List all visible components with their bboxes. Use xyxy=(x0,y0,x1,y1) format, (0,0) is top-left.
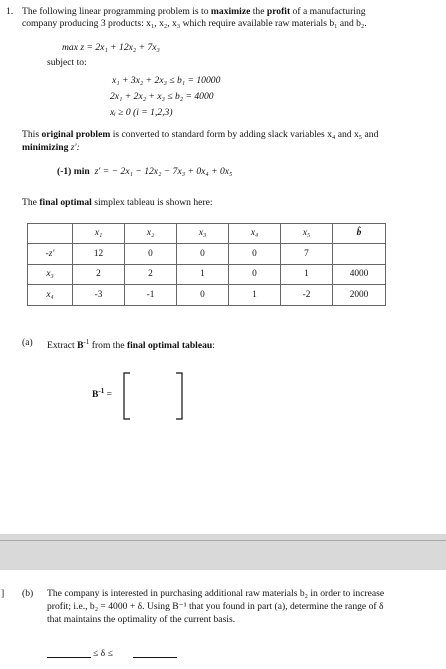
tableau-cell: 0 xyxy=(177,285,229,306)
part-b-line-2: profit; i.e., b₂ = 4000 + δ. Using B⁻¹ that you found in part (a), determine the range of δ xyxy=(47,601,384,612)
subject-to-label: subject to: xyxy=(47,57,87,68)
constraint-1: x₁ + 3x₂ + 2x₃ ≤ b₁ = 10000 xyxy=(112,75,221,86)
tableau-cell: 0 xyxy=(125,243,177,264)
tableau-header-row xyxy=(28,224,386,244)
tableau-cell: -1 xyxy=(125,285,177,306)
part-a-question: Extract $B^{-1}$ from the final optimal tableau: xyxy=(47,338,215,352)
tableau-cell: 4000 xyxy=(333,264,386,285)
margin-bracket: ] xyxy=(1,588,5,599)
conversion-line-2: minimizing z′: xyxy=(22,142,80,153)
part-b-line-3: that maintains the optimality of the current basis. xyxy=(47,614,236,625)
tableau-header-cell: x₅ xyxy=(281,224,333,244)
tableau-header-cell: x₄ xyxy=(229,224,281,244)
tableau-cell: 12 xyxy=(73,243,125,264)
simplex-tableau xyxy=(27,223,386,306)
tableau-cell: 1 xyxy=(177,264,229,285)
part-a-label: (a) xyxy=(22,337,33,348)
delta-range: ≤ δ ≤ xyxy=(93,648,113,659)
b-inverse-label: $B^{-1}$ = xyxy=(92,387,113,401)
tableau-cell: 0 xyxy=(229,264,281,285)
tableau-header-cell: x₃ xyxy=(177,224,229,244)
intro-line-1: The following linear programming problem is to maximize the profit of a manufacturing xyxy=(22,6,366,17)
page-divider xyxy=(0,534,446,570)
tableau-header-cell: x₂ xyxy=(125,224,177,244)
tableau-cell: 7 xyxy=(281,243,333,264)
tableau-row xyxy=(28,243,386,264)
delta-lower-blank[interactable] xyxy=(47,657,91,658)
empty-matrix-brackets xyxy=(116,371,188,421)
constraint-nonnegativity: xᵢ ≥ 0 (i = 1,2,3) xyxy=(110,107,173,118)
problem-number: 1. xyxy=(6,6,14,17)
part-b-line-1: The company is interested in purchasing additional raw materials b₂ in order to increase xyxy=(47,588,385,599)
constraint-2: 2x₁ + 2x₂ + x₃ ≤ b₂ = 4000 xyxy=(110,91,214,102)
tableau-cell: 2 xyxy=(125,264,177,285)
tableau-cell: 1 xyxy=(229,285,281,306)
objective-function: max z = 2x₁ + 12x₂ + 7x₃ xyxy=(62,42,160,53)
final-tableau-caption: The final optimal simplex tableau is shown here: xyxy=(22,197,213,208)
tableau-cell: -z′ xyxy=(28,243,73,264)
tableau-cell: -3 xyxy=(73,285,125,306)
tableau-cell: 1 xyxy=(281,264,333,285)
tableau-row xyxy=(28,264,386,285)
tableau-cell: 2 xyxy=(73,264,125,285)
tableau-cell: -2 xyxy=(281,285,333,306)
tableau-header-cell xyxy=(28,224,73,244)
tableau-cell xyxy=(333,243,386,264)
tableau-row xyxy=(28,285,386,306)
standard-form-objective: (-1) min z′ = − 2x₁ − 12x₂ − 7x₃ + 0x₄ + 0x₅ xyxy=(57,166,233,177)
conversion-line-1: This original problem is converted to standard form by adding slack variables x₄ and x₅ and xyxy=(22,129,379,140)
tableau-cell: x₃ xyxy=(28,264,73,285)
tableau-cell: 0 xyxy=(229,243,281,264)
intro-line-2: company producing 3 products: x₁, x₂, x₃ which require available raw materials b₁ and b₂. xyxy=(22,18,367,29)
tableau-cell: 2000 xyxy=(333,285,386,306)
tableau-cell: 0 xyxy=(177,243,229,264)
tableau-header-cell: b̂ xyxy=(333,224,386,244)
part-b-label: (b) xyxy=(22,588,34,599)
tableau-header-cell: x₁ xyxy=(73,224,125,244)
delta-upper-blank[interactable] xyxy=(133,657,177,658)
tableau-cell: x₄ xyxy=(28,285,73,306)
